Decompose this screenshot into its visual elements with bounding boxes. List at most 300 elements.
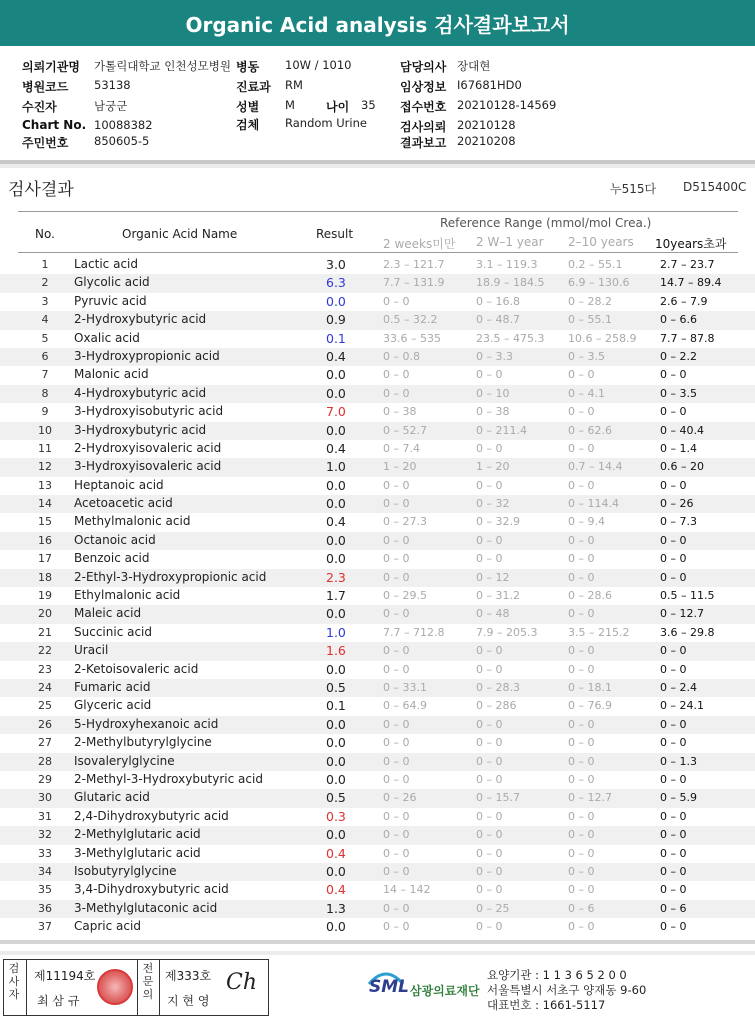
row-number: 33 <box>38 846 52 860</box>
result-value: 0.0 <box>326 477 346 493</box>
sex-value: M <box>285 98 295 112</box>
ref-under-2w: 0 – 0 <box>383 368 410 382</box>
handwritten-signature: Ch <box>226 970 258 995</box>
ref-over-10y: 2.7 – 23.7 <box>660 258 715 271</box>
result-value: 0.0 <box>326 919 346 935</box>
acid-name: Lactic acid <box>74 257 138 271</box>
ref-over-10y: 0 – 6.6 <box>660 313 697 327</box>
ref-over-10y: 0 – 0 <box>660 736 687 750</box>
result-value: 1.3 <box>326 900 346 916</box>
ref-2-10y: 0 – 0 <box>568 405 595 419</box>
table-row <box>0 789 755 807</box>
ref-2w-1y: 1 – 20 <box>476 460 510 474</box>
ref-over-10y: 0 – 0 <box>660 883 687 897</box>
test-code-secondary: D515400C <box>683 180 747 194</box>
ref-2-10y: 0 – 114.4 <box>568 497 619 511</box>
row-number: 6 <box>41 349 49 363</box>
ref-2w-1y: 0 – 31.2 <box>476 589 520 603</box>
result-value: 0.0 <box>326 771 346 787</box>
ref-2w-1y: 0 – 0 <box>476 441 503 455</box>
id-label: 주민번호 <box>22 136 69 150</box>
ref-under-2w: 33.6 – 535 <box>383 331 441 345</box>
ref-under-2w: 0 – 0 <box>383 864 410 878</box>
ref-2-10y: 0 – 0 <box>568 644 595 658</box>
acid-name: Isobutyrylglycine <box>74 863 177 878</box>
ref-over-10y: 0 – 6 <box>660 901 687 915</box>
ref-over-10y: 0 – 0 <box>660 846 687 860</box>
col-header-reference: Reference Range (mmol/mol Crea.) <box>440 216 652 230</box>
acid-name: 2-Methylbutyrylglycine <box>74 735 212 750</box>
ref-over-10y: 0 – 1.3 <box>660 754 697 768</box>
examiner-name: 최 삼 규 <box>37 994 80 1008</box>
ref-over-10y: 0 – 26 <box>660 497 694 511</box>
row-number: 14 <box>38 497 52 511</box>
result-value: 0.0 <box>326 385 346 401</box>
result-value: 2.3 <box>326 569 346 585</box>
ref-under-2w: 0 – 0 <box>383 552 410 566</box>
ref-over-10y: 0 – 0 <box>660 864 687 878</box>
separator <box>0 951 755 955</box>
ward-value: 10W / 1010 <box>285 58 352 72</box>
acid-name: Glutaric acid <box>74 790 150 805</box>
ref-under-2w: 0 – 0 <box>383 828 410 842</box>
ref-under-2w: 1 – 20 <box>383 460 417 474</box>
ref-under-2w: 0 – 27.3 <box>383 515 427 529</box>
table-row <box>0 679 755 697</box>
col-header-2w-1y: 2 W–1 year <box>476 235 544 249</box>
dept-label: 진료과 <box>236 80 271 94</box>
ref-over-10y: 0 – 0 <box>660 662 687 676</box>
col-header-result: Result <box>316 227 354 241</box>
ref-under-2w: 0 – 64.9 <box>383 699 427 713</box>
row-number: 21 <box>38 625 52 639</box>
col-header-over-10y: 10years초과 <box>655 237 727 251</box>
ref-under-2w: 0 – 33.1 <box>383 680 427 694</box>
ref-2w-1y: 0 – 0 <box>476 717 503 731</box>
ref-over-10y: 0 – 7.3 <box>660 515 697 529</box>
ref-2w-1y: 18.9 – 184.5 <box>476 276 545 290</box>
row-number: 27 <box>38 736 52 750</box>
acid-name: 5-Hydroxyhexanoic acid <box>74 716 219 731</box>
row-number: 28 <box>38 754 52 768</box>
acid-name: Methylmalonic acid <box>74 514 191 529</box>
age-value: 35 <box>361 98 376 112</box>
ref-2-10y: 0 – 0 <box>568 717 595 731</box>
ref-under-2w: 2.3 – 121.7 <box>383 258 445 271</box>
ref-2-10y: 0 – 12.7 <box>568 791 612 805</box>
table-row <box>0 293 755 311</box>
ref-under-2w: 0 – 0 <box>383 717 410 731</box>
ref-2w-1y: 0 – 0 <box>476 920 503 934</box>
ref-over-10y: 0 – 0 <box>660 368 687 382</box>
ref-2-10y: 0 – 0 <box>568 662 595 676</box>
recipient-label: 수진자 <box>22 100 57 114</box>
acid-name: Oxalic acid <box>74 330 140 345</box>
acid-name: Capric acid <box>74 919 141 934</box>
acid-name: Uracil <box>74 643 109 658</box>
ref-under-2w: 7.7 – 131.9 <box>383 276 445 290</box>
result-value: 0.4 <box>326 882 346 898</box>
acid-name: 2-Hydroxybutyric acid <box>74 312 207 327</box>
acid-name: Maleic acid <box>74 606 142 621</box>
request-label: 검사의뢰 <box>400 120 447 134</box>
ref-over-10y: 0 – 0 <box>660 828 687 842</box>
result-value: 0.1 <box>326 698 346 714</box>
ref-under-2w: 0.5 – 32.2 <box>383 313 438 327</box>
result-value: 0.0 <box>326 863 346 879</box>
ref-2w-1y: 0 – 0 <box>476 772 503 786</box>
ref-2w-1y: 0 – 15.7 <box>476 791 520 805</box>
request-value: 20210128 <box>457 118 516 132</box>
acid-name: Acetoacetic acid <box>74 496 173 511</box>
ref-over-10y: 0 – 0 <box>660 717 687 731</box>
doctor-value: 장대현 <box>457 59 491 73</box>
ref-under-2w: 0 – 0 <box>383 809 410 823</box>
table-row <box>0 348 755 366</box>
ref-over-10y: 7.7 – 87.8 <box>660 331 715 345</box>
separator <box>0 940 755 944</box>
table-row <box>0 385 755 403</box>
examiner-label: 검사자 <box>8 962 20 1001</box>
table-row <box>0 826 755 844</box>
row-number: 35 <box>38 883 52 897</box>
table-row <box>0 477 755 495</box>
section-title: 검사결과 <box>8 180 74 200</box>
result-value: 0.0 <box>326 422 346 438</box>
ref-2-10y: 0 – 0 <box>568 809 595 823</box>
ref-under-2w: 14 – 142 <box>383 883 431 897</box>
row-number: 31 <box>38 809 52 823</box>
ref-under-2w: 0 – 0 <box>383 533 410 547</box>
row-number: 10 <box>38 423 52 437</box>
ref-2w-1y: 0 – 28.3 <box>476 680 520 694</box>
test-code: 누515다 <box>610 182 657 196</box>
chart-label: Chart No. <box>22 118 87 132</box>
ref-2-10y: 0.2 – 55.1 <box>568 258 623 271</box>
acid-name: Fumaric acid <box>74 679 151 694</box>
sml-logo-text: SML <box>369 977 409 997</box>
row-number: 20 <box>38 607 52 621</box>
ref-under-2w: 0 – 26 <box>383 791 417 805</box>
ref-2-10y: 0 – 0 <box>568 552 595 566</box>
table-row <box>0 495 755 513</box>
table-row <box>0 753 755 771</box>
ref-2-10y: 0 – 3.5 <box>568 349 605 363</box>
ref-2w-1y: 3.1 – 119.3 <box>476 258 538 271</box>
ref-2w-1y: 0 – 0 <box>476 754 503 768</box>
table-row <box>0 624 755 642</box>
official-seal-icon <box>97 969 133 1005</box>
ref-2w-1y: 0 – 12 <box>476 570 510 584</box>
ref-2w-1y: 0 – 3.3 <box>476 349 513 363</box>
ref-2-10y: 0 – 76.9 <box>568 699 612 713</box>
result-value: 0.0 <box>326 661 346 677</box>
ref-2-10y: 0 – 0 <box>568 828 595 842</box>
ref-2-10y: 0 – 62.6 <box>568 423 612 437</box>
row-number: 25 <box>38 699 52 713</box>
result-value: 1.0 <box>326 624 346 640</box>
examiner-license: 제11194호 <box>34 969 96 983</box>
row-number: 18 <box>38 570 52 584</box>
hospital-code-label: 병원코드 <box>22 80 69 94</box>
ref-under-2w: 0 – 0 <box>383 607 410 621</box>
row-number: 24 <box>38 680 52 694</box>
table-row <box>0 918 755 936</box>
sex-label: 성별 <box>236 100 260 114</box>
result-value: 7.0 <box>326 404 346 420</box>
ref-over-10y: 0 – 2.4 <box>660 680 697 694</box>
ref-over-10y: 14.7 – 89.4 <box>660 276 722 290</box>
table-row <box>0 900 755 918</box>
patient-info <box>0 50 755 155</box>
table-row <box>0 274 755 292</box>
ref-2-10y: 10.6 – 258.9 <box>568 331 637 345</box>
table-row <box>0 605 755 623</box>
ref-2w-1y: 0 – 0 <box>476 736 503 750</box>
ref-2w-1y: 23.5 – 475.3 <box>476 331 545 345</box>
ref-under-2w: 0 – 0 <box>383 497 410 511</box>
specialist-license: 제333호 <box>165 969 212 983</box>
acid-name: 3-Hydroxyisovaleric acid <box>74 459 222 474</box>
result-value: 0.0 <box>326 496 346 512</box>
ref-under-2w: 0 – 0 <box>383 901 410 915</box>
result-value: 1.7 <box>326 588 346 604</box>
acid-name: 2-Ketoisovaleric acid <box>74 661 199 676</box>
acid-name: Glyceric acid <box>74 698 152 713</box>
ref-2-10y: 0 – 0 <box>568 736 595 750</box>
acid-name: 3-Hydroxybutyric acid <box>74 422 207 437</box>
ref-2-10y: 0 – 6 <box>568 901 595 915</box>
acid-name: 2,4-Dihydroxybutyric acid <box>74 808 229 823</box>
ref-2w-1y: 0 – 0 <box>476 809 503 823</box>
doctor-label: 담당의사 <box>400 60 447 74</box>
acid-name: Malonic acid <box>74 367 149 382</box>
ref-under-2w: 0 – 38 <box>383 405 417 419</box>
report-date-value: 20210208 <box>457 134 516 148</box>
ref-2-10y: 0 – 0 <box>568 864 595 878</box>
ref-2-10y: 0 – 0 <box>568 754 595 768</box>
acid-name: 3-Hydroxyisobutyric acid <box>74 404 224 419</box>
ref-2w-1y: 0 – 32 <box>476 497 510 511</box>
ref-2w-1y: 7.9 – 205.3 <box>476 625 538 639</box>
ref-2-10y: 0 – 55.1 <box>568 313 612 327</box>
ref-under-2w: 0 – 0 <box>383 662 410 676</box>
ref-2w-1y: 0 – 211.4 <box>476 423 527 437</box>
separator <box>0 164 755 168</box>
ref-2-10y: 0 – 0 <box>568 772 595 786</box>
ref-2-10y: 6.9 – 130.6 <box>568 276 630 290</box>
row-number: 5 <box>41 331 49 345</box>
ref-2w-1y: 0 – 0 <box>476 846 503 860</box>
ref-under-2w: 0 – 7.4 <box>383 441 420 455</box>
ref-2w-1y: 0 – 0 <box>476 828 503 842</box>
ref-2-10y: 0 – 0 <box>568 846 595 860</box>
org-phone: 대표번호 : 1661-5117 <box>487 998 606 1012</box>
ref-2w-1y: 0 – 48.7 <box>476 313 520 327</box>
table-row <box>0 422 755 440</box>
ref-under-2w: 0 – 29.5 <box>383 589 427 603</box>
result-value: 0.0 <box>326 367 346 383</box>
table-row <box>0 440 755 458</box>
row-number: 12 <box>38 460 52 474</box>
ref-over-10y: 0 – 12.7 <box>660 607 704 621</box>
dept-value: RM <box>285 78 303 92</box>
ref-under-2w: 0 – 0 <box>383 754 410 768</box>
specialist-label: 전문의 <box>142 962 154 1001</box>
table-row <box>0 771 755 789</box>
ref-2-10y: 0 – 18.1 <box>568 680 612 694</box>
ref-under-2w: 0 – 0 <box>383 570 410 584</box>
ref-2w-1y: 0 – 0 <box>476 662 503 676</box>
ward-label: 병동 <box>236 60 260 74</box>
table-row <box>0 513 755 531</box>
ref-2-10y: 0 – 9.4 <box>568 515 605 529</box>
row-number: 36 <box>38 901 52 915</box>
acid-name: Glycolic acid <box>74 275 150 290</box>
table-row <box>0 881 755 899</box>
ref-over-10y: 0.6 – 20 <box>660 460 704 474</box>
row-number: 16 <box>38 533 52 547</box>
ref-2w-1y: 0 – 0 <box>476 533 503 547</box>
specialist-name: 지 현 영 <box>167 994 210 1008</box>
table-row <box>0 845 755 863</box>
ref-2w-1y: 0 – 286 <box>476 699 517 713</box>
report-date-label: 결과보고 <box>400 136 447 150</box>
acid-name: Succinic acid <box>74 624 153 639</box>
ref-2w-1y: 0 – 0 <box>476 883 503 897</box>
ref-over-10y: 0 – 0 <box>660 920 687 934</box>
receipt-no-value: 20210128-14569 <box>457 98 557 112</box>
table-row <box>0 863 755 881</box>
row-number: 30 <box>38 791 52 805</box>
row-number: 22 <box>38 644 52 658</box>
ref-under-2w: 0 – 0 <box>383 478 410 492</box>
row-number: 23 <box>38 662 52 676</box>
result-value: 0.9 <box>326 312 346 328</box>
acid-name: 2-Methylglutaric acid <box>74 827 201 842</box>
acid-name: 4-Hydroxybutyric acid <box>74 385 207 400</box>
chart-value: 10088382 <box>94 118 153 132</box>
org-name: 삼광의료재단 <box>410 984 480 998</box>
table-row <box>0 642 755 660</box>
ref-2-10y: 0 – 0 <box>568 368 595 382</box>
table-row <box>0 734 755 752</box>
ref-2w-1y: 0 – 0 <box>476 864 503 878</box>
age-label: 나이 <box>326 100 350 114</box>
result-value: 0.0 <box>326 827 346 843</box>
col-header-name: Organic Acid Name <box>122 227 238 241</box>
ref-2w-1y: 0 – 0 <box>476 368 503 382</box>
ref-2-10y: 0 – 0 <box>568 920 595 934</box>
ref-under-2w: 0 – 52.7 <box>383 423 427 437</box>
ref-over-10y: 0 – 0 <box>660 644 687 658</box>
row-number: 2 <box>41 276 49 290</box>
ref-under-2w: 0 – 0 <box>383 846 410 860</box>
report-title: Organic Acid analysis 검사결과보고서 <box>0 0 755 46</box>
recipient-value: 남궁군 <box>94 99 128 113</box>
row-number: 32 <box>38 828 52 842</box>
ref-under-2w: 0 – 0 <box>383 920 410 934</box>
table-row <box>0 550 755 568</box>
ref-over-10y: 2.6 – 7.9 <box>660 294 708 308</box>
row-number: 17 <box>38 552 52 566</box>
table-row <box>0 532 755 550</box>
acid-name: Octanoic acid <box>74 532 156 547</box>
ref-2-10y: 0 – 28.2 <box>568 294 612 308</box>
table-row <box>0 587 755 605</box>
acid-name: 3-Methylglutaric acid <box>74 845 201 860</box>
ref-over-10y: 0 – 0 <box>660 809 687 823</box>
results-table <box>0 256 755 936</box>
row-number: 34 <box>38 864 52 878</box>
ref-2w-1y: 0 – 38 <box>476 405 510 419</box>
table-top-rule <box>18 211 738 212</box>
specimen-label: 검체 <box>236 118 260 132</box>
ref-under-2w: 0 – 0 <box>383 644 410 658</box>
table-row <box>0 716 755 734</box>
ref-2-10y: 0 – 0 <box>568 441 595 455</box>
ref-2w-1y: 0 – 48 <box>476 607 510 621</box>
ref-2-10y: 0 – 4.1 <box>568 386 605 400</box>
hospital-code-value: 53138 <box>94 78 131 92</box>
acid-name: 2-Ethyl-3-Hydroxypropionic acid <box>74 569 267 584</box>
col-header-2-10y: 2–10 years <box>568 235 634 249</box>
ref-under-2w: 7.7 – 712.8 <box>383 625 445 639</box>
table-row <box>0 661 755 679</box>
acid-name: 3-Hydroxypropionic acid <box>74 348 220 363</box>
row-number: 9 <box>41 405 49 419</box>
result-value: 0.4 <box>326 514 346 530</box>
ref-2-10y: 0 – 0 <box>568 607 595 621</box>
result-value: 3.0 <box>326 257 346 272</box>
ref-2-10y: 0 – 0 <box>568 570 595 584</box>
ref-under-2w: 0 – 0 <box>383 736 410 750</box>
result-value: 0.4 <box>326 845 346 861</box>
institution-label: 의뢰기관명 <box>22 60 80 74</box>
result-value: 1.0 <box>326 459 346 475</box>
ref-over-10y: 0 – 1.4 <box>660 441 697 455</box>
ref-over-10y: 0 – 0 <box>660 533 687 547</box>
receipt-no-label: 접수번호 <box>400 100 447 114</box>
signature-box <box>3 959 269 1016</box>
row-number: 26 <box>38 717 52 731</box>
ref-2w-1y: 0 – 32.9 <box>476 515 520 529</box>
result-value: 0.0 <box>326 532 346 548</box>
result-value: 0.0 <box>326 293 346 309</box>
ref-over-10y: 0 – 24.1 <box>660 699 704 713</box>
ref-2w-1y: 0 – 25 <box>476 901 510 915</box>
ref-under-2w: 0 – 0 <box>383 772 410 786</box>
result-value: 1.6 <box>326 643 346 659</box>
result-value: 0.0 <box>326 551 346 567</box>
table-row <box>0 569 755 587</box>
clinical-info-label: 임상정보 <box>400 80 447 94</box>
result-value: 0.5 <box>326 790 346 806</box>
table-header-rule <box>18 252 738 253</box>
acid-name: Pyruvic acid <box>74 293 147 308</box>
clinical-info-value: I67681HD0 <box>457 78 522 92</box>
ref-2-10y: 0 – 0 <box>568 478 595 492</box>
ref-2w-1y: 0 – 10 <box>476 386 510 400</box>
row-number: 15 <box>38 515 52 529</box>
ref-over-10y: 0 – 5.9 <box>660 791 697 805</box>
ref-2w-1y: 0 – 16.8 <box>476 294 520 308</box>
ref-2-10y: 0 – 0 <box>568 533 595 547</box>
row-number: 1 <box>41 258 49 271</box>
ref-over-10y: 3.6 – 29.8 <box>660 625 715 639</box>
table-row <box>0 330 755 348</box>
col-header-under-2w: 2 weeks미만 <box>383 237 456 251</box>
